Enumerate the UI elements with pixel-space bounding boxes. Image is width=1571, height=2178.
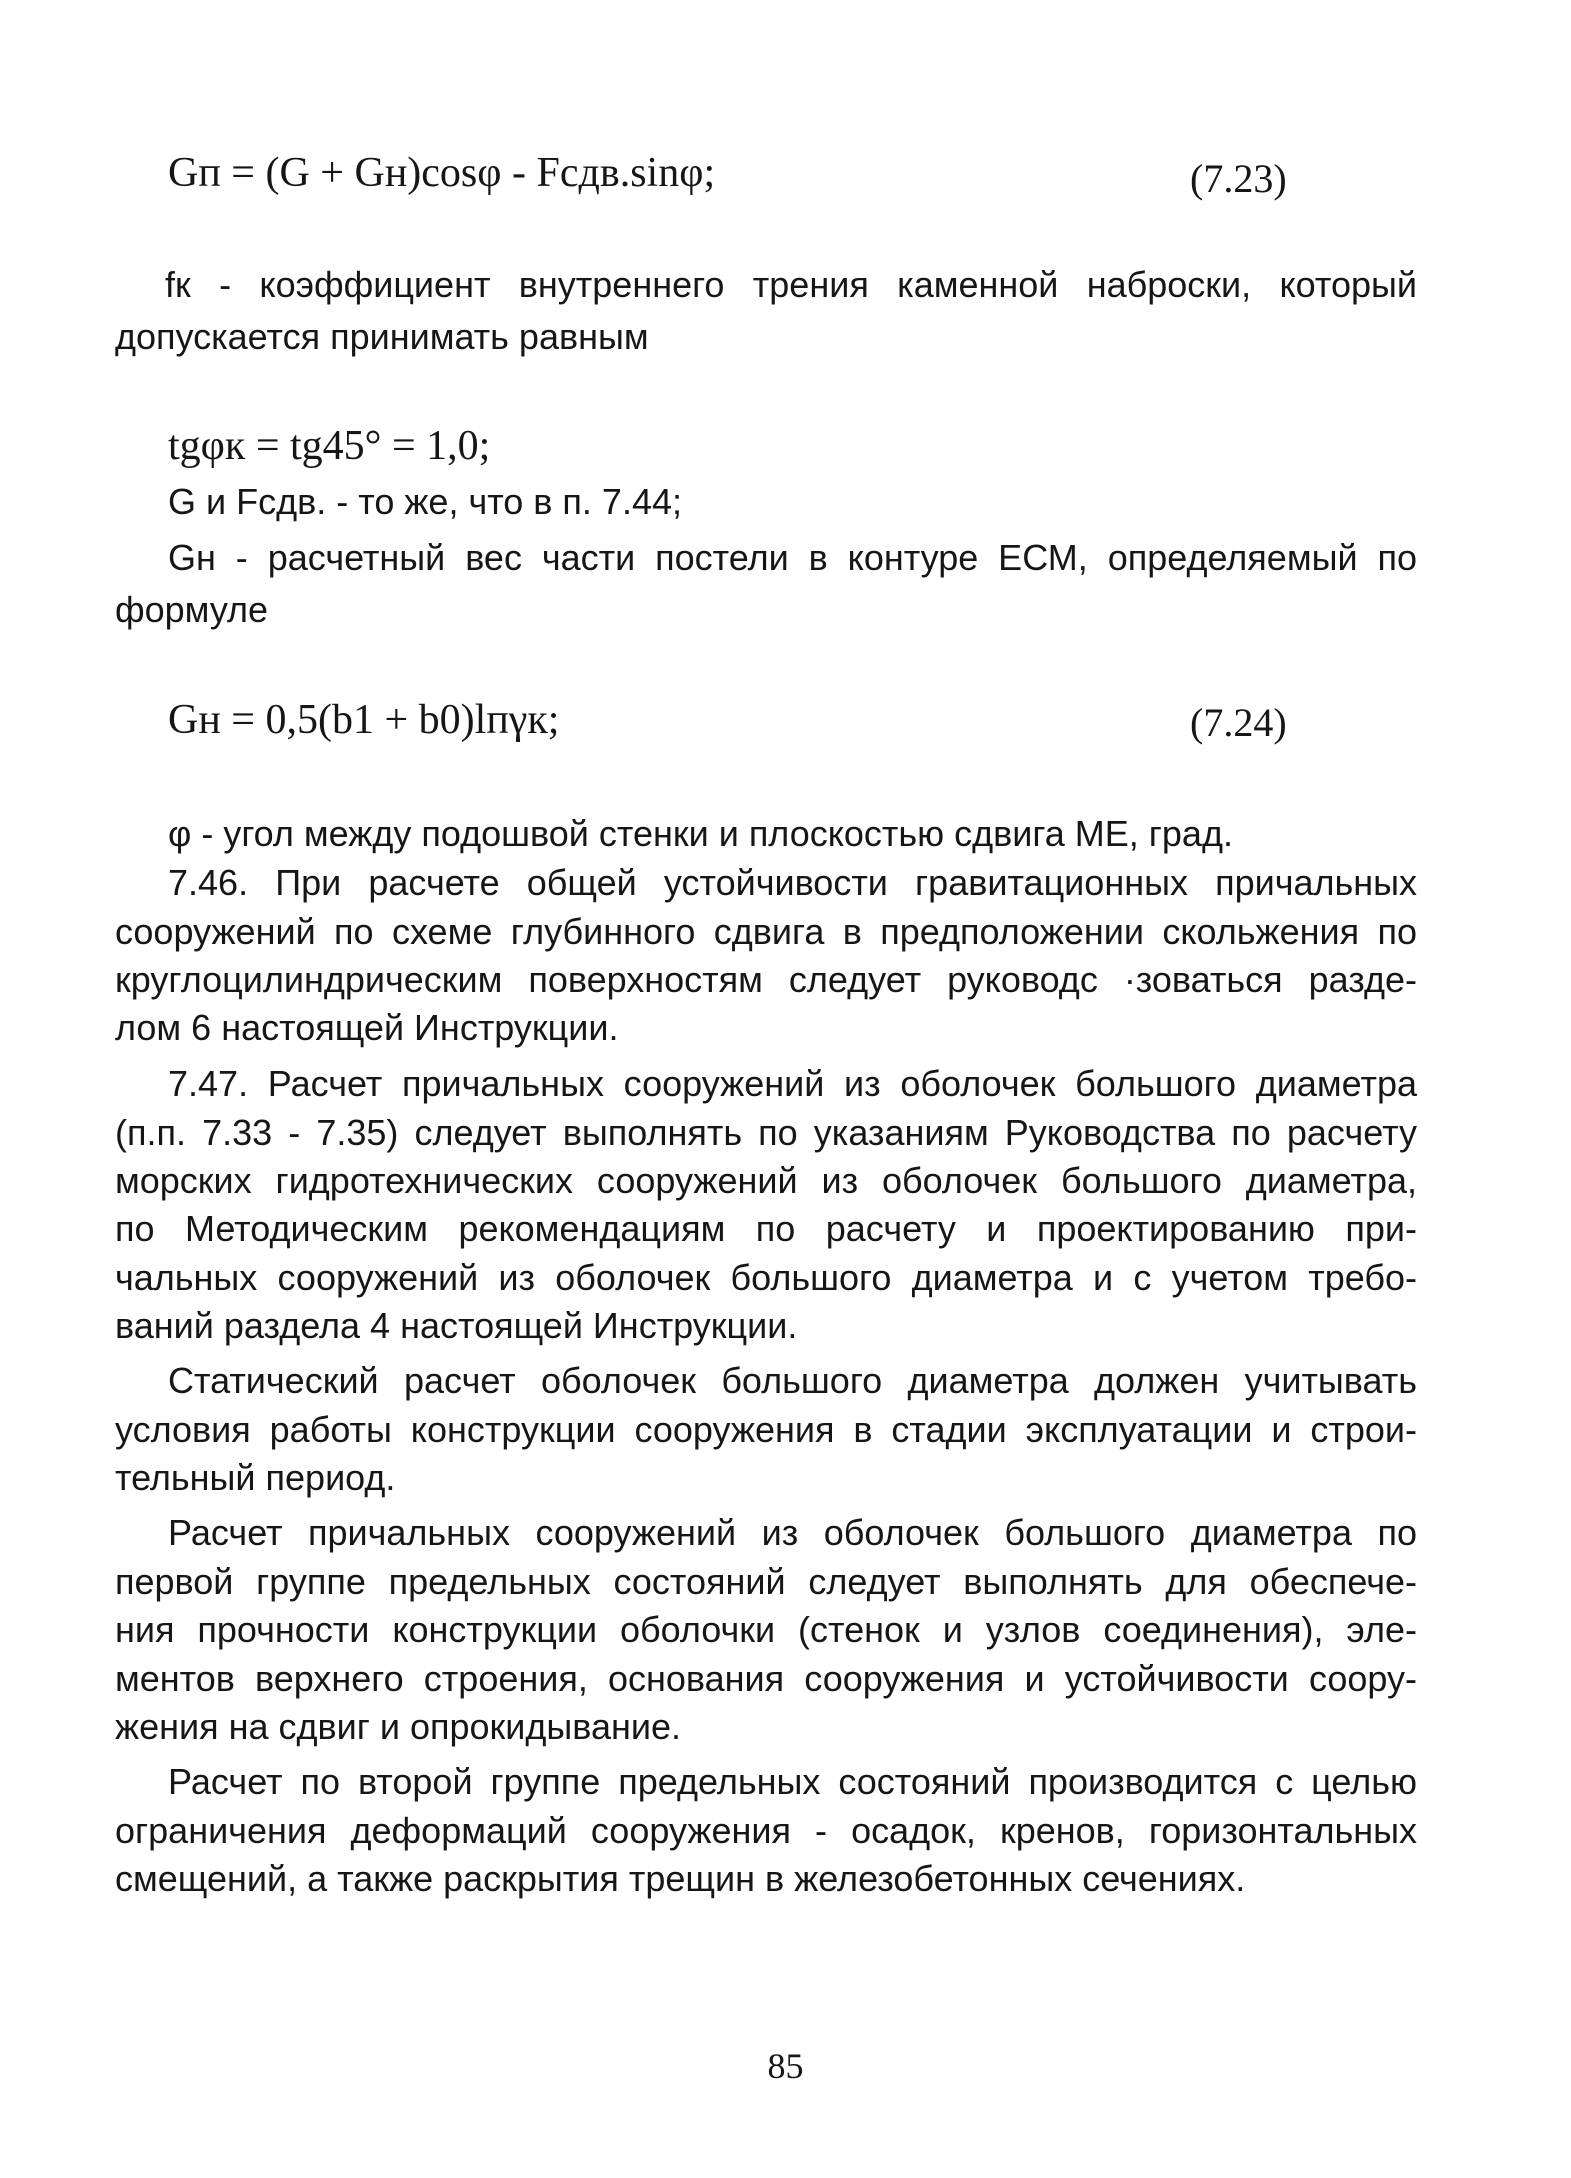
- paragraph-line: ваний раздела 4 настоящей Инструкции.: [115, 1305, 798, 1346]
- g-f-note: G и Fсдв. - то же, что в п. 7.44;: [168, 481, 683, 522]
- paragraph-line: круглоцилиндрическим поверхностям следует руководс ·зоваться разде-: [115, 959, 1417, 1000]
- paragraph-line: смещений, а также раскрытия трещин в железобетонных сечениях.: [115, 1858, 1246, 1899]
- formula-7-23: Gп = (G + Gн)cosφ - Fсдв.sinφ;: [168, 150, 716, 196]
- paragraph-line: жения на сдвиг и опрокидывание.: [115, 1706, 682, 1747]
- paragraph-line: по Методическим рекомендациям по расчету и проектированию при-: [115, 1208, 1417, 1249]
- paragraph-line: чальных сооружений из оболочек большого диаметра и с учетом требо-: [115, 1257, 1417, 1298]
- gn-definition-line-1: Gн - расчетный вес части постели в контуре ЕСМ, определяемый по: [168, 537, 1417, 578]
- paragraph-line: Статический расчет оболочек большого диаметра должен учитывать: [168, 1360, 1417, 1401]
- formula-7-24-number: (7.24): [1190, 700, 1287, 745]
- paragraph-line: 7.46. При расчете общей устойчивости гравитационных причальных: [168, 862, 1417, 903]
- paragraph-line: (п.п. 7.33 - 7.35) следует выполнять по указаниям Руководства по расчету: [115, 1112, 1417, 1153]
- paragraph-line: ния прочности конструкции оболочки (стенок и узлов соединения), эле-: [115, 1609, 1417, 1650]
- paragraph-line: морских гидротехнических сооружений из оболочек большого диаметра,: [115, 1160, 1417, 1201]
- paragraph-line: 7.47. Расчет причальных сооружений из оболочек большого диаметра: [168, 1063, 1417, 1104]
- page-number: 85: [767, 2046, 804, 2086]
- paragraph-line: Расчет по второй группе предельных состояний производится с целью: [168, 1761, 1417, 1802]
- paragraph-line: ментов верхнего строения, основания сооружения и устойчивости соору-: [115, 1658, 1417, 1699]
- formula-tg: tgφк = tg45° = 1,0;: [168, 423, 491, 469]
- paragraph-line: лом 6 настоящей Инструкции.: [115, 1007, 619, 1048]
- paragraph-line: сооружений по схеме глубинного сдвига в предположении скольжения по: [115, 911, 1417, 952]
- fk-definition-line-1: fк - коэффициент внутреннего трения каменной наброски, который: [165, 264, 1417, 305]
- paragraph-line: тельный период.: [115, 1457, 396, 1498]
- paragraph-line: ограничения деформаций сооружения - осадок, кренов, горизонтальных: [115, 1810, 1417, 1851]
- paragraph-line: первой группе предельных состояний следует выполнять для обеспече-: [115, 1561, 1417, 1602]
- phi-definition: φ - угол между подошвой стенки и плоскостью сдвига МЕ, град.: [168, 813, 1233, 854]
- paragraph-line: условия работы конструкции сооружения в стадии эксплуатации и строи-: [115, 1409, 1417, 1450]
- gn-definition-line-2: формуле: [115, 589, 269, 630]
- formula-7-24: Gн = 0,5(b1 + b0)lпγк;: [168, 697, 560, 743]
- paragraph-line: Расчет причальных сооружений из оболочек большого диаметра по: [168, 1512, 1417, 1553]
- fk-definition-line-2: допускается принимать равным: [115, 316, 649, 357]
- formula-7-23-number: (7.23): [1190, 156, 1287, 201]
